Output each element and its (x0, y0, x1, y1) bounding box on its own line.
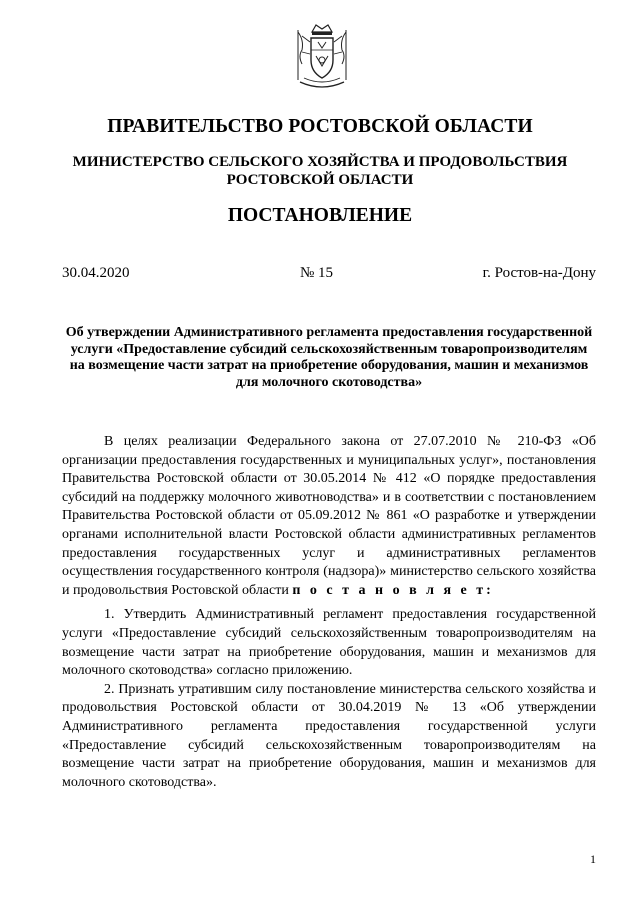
document-place: г. Ростов-на-Дону (482, 265, 596, 281)
item-1-paragraph: 1. Утвердить Административный регламент предоставления государственной услуги «Предоставление субсидий сельскохозяйственным товаропроизводителям на возмещение части затрат на приобретение оборудования, машин и механизмов для молочного скотоводства» согласно приложению. (62, 607, 596, 679)
coat-of-arms-icon (294, 22, 350, 92)
decree-word: п о с т а н о в л я е т: (292, 582, 494, 598)
document-number: № 15 (300, 265, 334, 281)
ministry-title-line2: РОСТОВСКОЙ ОБЛАСТИ (226, 172, 414, 188)
document-subject: Об утверждении Административного регламента предоставления государственной услуги «Предоставление субсидий сельскохозяйственным товаропроизводителям на возмещение части затрат на приобретение оборудования, машин и механизмов для молочного скотоводства» (65, 325, 593, 390)
item-2-paragraph: 2. Признать утратившим силу постановление министерства сельского хозяйства и продовольствия Ростовской области от 30.04.2019 № 13 «Об утверждении Административного регламента предоставления государственной услуги «Предоставление субсидий сельскохозяйственным товаропроизводителям на возмещение части затрат на приобретение оборудования, машин и механизмов для молочного скотоводства». (62, 681, 596, 790)
preamble-paragraph (62, 433, 596, 600)
document-type: ПОСТАНОВЛЕНИЕ (227, 205, 413, 226)
document-date: 30.04.2020 (62, 265, 130, 281)
preamble-text: В целях реализации Федерального закона от 27.07.2010 № 210-ФЗ «Об организации предоставления государственных и муниципальных услуг», постановления Правительства Ростовской области от 30.05.2014 № 412 «О порядке предоставления субсидий на поддержку молочного животноводства» и в соответствии с постановлением Правительства Ростовской области от 05.09.2012 № 861 «О разработке и утверждении органами исполнительной власти Ростовской области административных регламентов предоставления государственных услуг и административных регламентов осуществления государственного контроля (надзора)» министерство сельского хозяйства и продовольствия Ростовской области (62, 434, 596, 598)
ministry-title (40, 153, 600, 189)
page-number: 1 (590, 852, 596, 866)
ministry-title-line1: МИНИСТЕРСТВО СЕЛЬСКОГО ХОЗЯЙСТВА И ПРОДОВОЛЬСТВИЯ (72, 154, 568, 170)
government-title: ПРАВИТЕЛЬСТВО РОСТОВСКОЙ ОБЛАСТИ (107, 116, 533, 137)
document-body (62, 433, 596, 792)
